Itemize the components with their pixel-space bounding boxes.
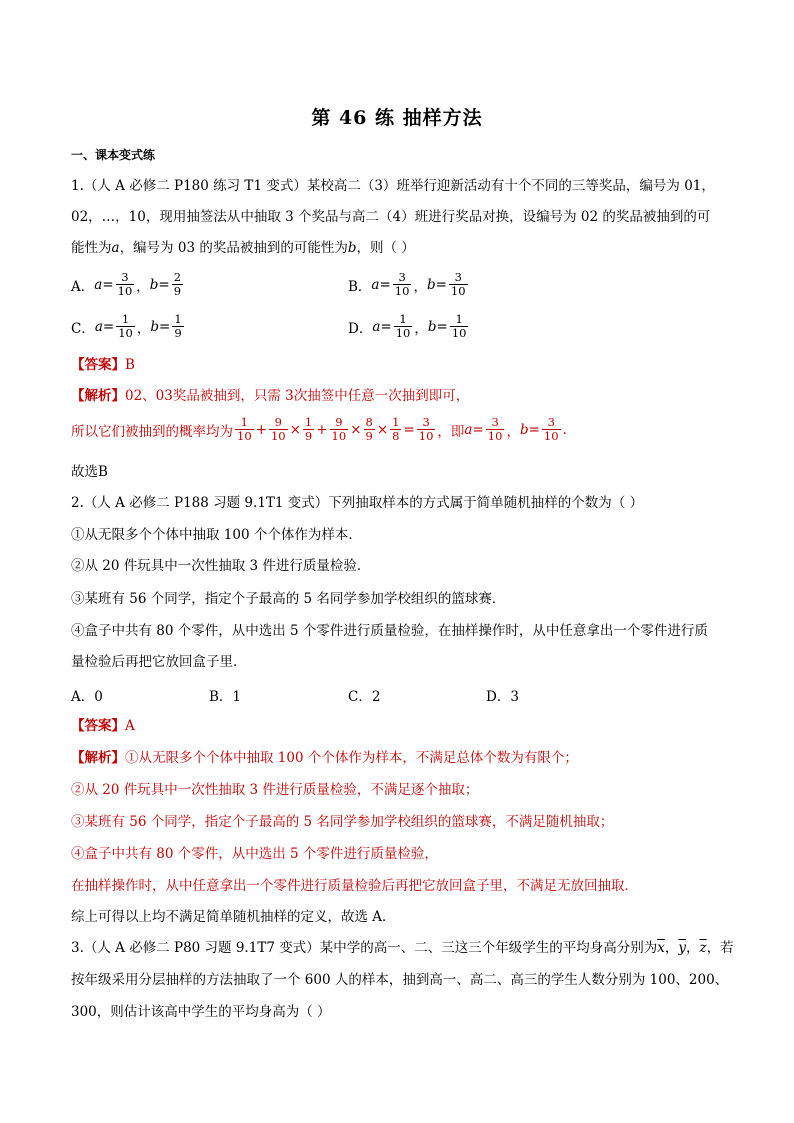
q2-option-a: A．0 [71, 689, 103, 705]
q3-line2: 按年级采用分层抽样的方法抽取了一个 600 人的样本，抽到高一、高二、高三的学生人数分别为 100、200、 [71, 972, 729, 988]
q3-line1: 3.（人 A 必修二 P80 习题 9.1T7 变式）某中学的高一、二、三这三个年级学生的平均身高分别为$\overline{x}$，$\overline{y}$，$\overline{z}$，若 [71, 940, 734, 956]
q2-answer: 【答案】A [71, 718, 135, 734]
q2-option-c: C．2 [348, 689, 381, 705]
q2-item2: ②从 20 件玩具中一次性抽取 3 件进行质量检验． [71, 558, 371, 574]
q1-option-c: C． a = $\frac{1}{10}$ ， b = $\frac{1}{9}$ [71, 312, 182, 340]
q2-analysis-4: ④盒子中共有 80 个零件，从中选出 5 个零件进行质量检验， [71, 846, 438, 862]
q1-line1: 1.（人 A 必修二 P180 练习 T1 变式）某校高二（3）班举行迎新活动有十个不同的三等奖品，编号为 01， [71, 178, 715, 194]
q2-item4a: ④盒子中共有 80 个零件，从中选出 5 个零件进行质量检验，在抽样操作时，从中任意拿出一个零件进行质 [71, 623, 708, 639]
q1-analysis-2: 所以它们被抽到的概率均为 $\frac{1}{10}$ + $\frac{9}{10}$ × $\frac{1}{9}$ + $\frac{9}{10}$ × $\frac{8}{9}$ × $\frac{1}{8}$ = $\frac{3}{10}$ ，即 a = $\frac{3}{10}$ ， b = $\frac{3}{10}$ . [71, 415, 567, 443]
q2-option-b: B．1 [209, 689, 242, 705]
q2-analysis-2: ②从 20 件玩具中一次性抽取 3 件进行质量检验，不满足逐个抽取； [71, 782, 479, 798]
page-title: 第 46 练 抽样方法 [311, 107, 483, 129]
q2-option-d: D．3 [486, 689, 519, 705]
q1-option-d: D． a = $\frac{1}{10}$ ， b = $\frac{1}{10}$ [348, 312, 467, 340]
q1-line3: 能性为a，编号为 03 的奖品被抽到的可能性为b，则（ ） [71, 240, 415, 256]
q2-item3: ③某班有 56 个同学，指定个子最高的 5 名同学参加学校组织的篮球赛． [71, 591, 506, 607]
q1-answer: 【答案】B [71, 357, 135, 373]
q1-analysis-1: 【解析】02、03奖品被抽到，只需 3次抽签中任意一次抽到即可， [71, 388, 470, 404]
q3-line3: 300，则估计该高中学生的平均身高为（ ） [71, 1004, 331, 1020]
q2-item4b: 量检验后再把它放回盒子里． [71, 654, 247, 670]
q2-conclusion: 综上可得以上均不满足简单随机抽样的定义，故选 A． [71, 909, 396, 925]
q1-option-a: A． a = $\frac{3}{10}$ ， b = $\frac{2}{9}$ [71, 270, 182, 298]
q2-analysis-1: 【解析】①从无限多个个体中抽取 100 个个体作为样本，不满足总体个数为有限个； [71, 750, 578, 766]
section-heading: 一、课本变式练 [71, 148, 156, 162]
q2-item1: ①从无限多个个体中抽取 100 个个体作为样本． [71, 527, 362, 543]
q2-analysis-3: ③某班有 56 个同学，指定个子最高的 5 名同学参加学校组织的篮球赛，不满足随机抽取； [71, 814, 614, 830]
q1-option-b: B． a = $\frac{3}{10}$ ， b = $\frac{3}{10}$ [348, 270, 466, 298]
q1-conclusion: 故选B [71, 464, 108, 480]
q2-line1: 2.（人 A 必修二 P188 习题 9.1T1 变式）下列抽取样本的方式属于简单随机抽样的个数为（ ） [71, 495, 644, 511]
q2-analysis-5: 在抽样操作时，从中任意拿出一个零件进行质量检验后再把它放回盒子里，不满足无放回抽取． [71, 878, 638, 894]
q1-line2: 02，…，10，现用抽签法从中抽取 3 个奖品与高二（4）班进行奖品对换，设编号为 02 的奖品被抽到的可 [71, 209, 711, 225]
